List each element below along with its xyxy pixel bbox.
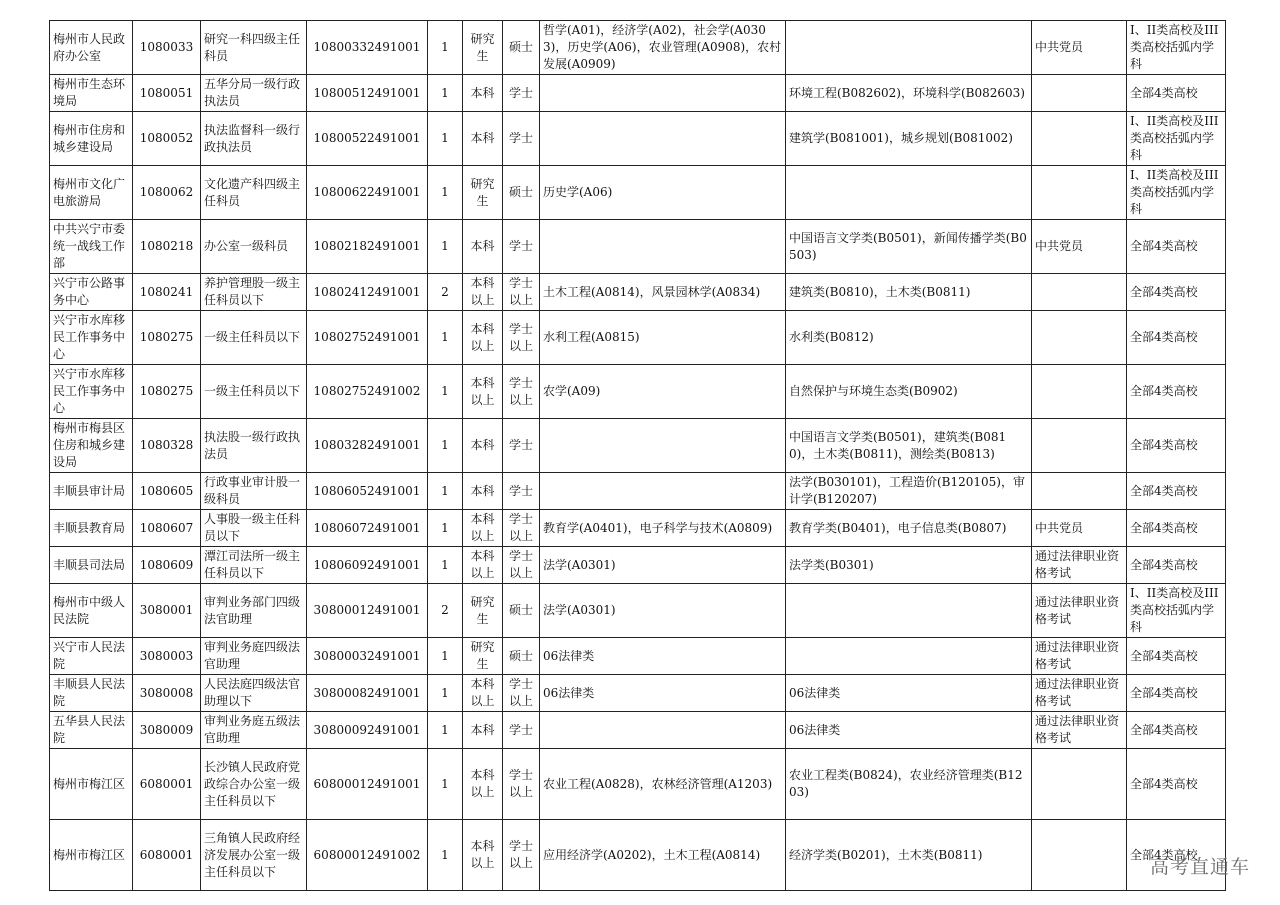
table-row — [50, 274, 1226, 311]
cell-major-graduate — [540, 220, 786, 274]
cell-position: 执法监督科一级行政执法员 — [201, 112, 307, 166]
cell-other-requirements: 中共党员 — [1032, 220, 1127, 274]
cell-position: 审判业务庭四级法官助理 — [201, 638, 307, 675]
cell-unit-code: 1080275 — [133, 311, 201, 365]
cell-position: 五华分局一级行政执法员 — [201, 75, 307, 112]
cell-degree: 学士以上 — [503, 365, 540, 419]
cell-major-undergraduate: 建筑学(B081001)，城乡规划(B081002) — [786, 112, 1032, 166]
cell-major-graduate: 农业工程(A0828)，农林经济管理(A1203) — [540, 749, 786, 820]
cell-school-scope: 全部4类高校 — [1127, 675, 1226, 712]
cell-degree: 硕士 — [503, 584, 540, 638]
cell-degree: 硕士 — [503, 21, 540, 75]
cell-unit-code: 1080218 — [133, 220, 201, 274]
cell-school-scope: I、II类高校及III类高校括弧内学科 — [1127, 21, 1226, 75]
cell-count: 1 — [428, 820, 463, 891]
cell-major-undergraduate: 法学(B030101)，工程造价(B120105)，审计学(B120207) — [786, 473, 1032, 510]
cell-degree: 学士 — [503, 75, 540, 112]
cell-position-code: 10800332491001 — [307, 21, 428, 75]
cell-degree: 学士以上 — [503, 274, 540, 311]
cell-count: 1 — [428, 220, 463, 274]
cell-school-scope: 全部4类高校 — [1127, 365, 1226, 419]
cell-unit-code: 1080607 — [133, 510, 201, 547]
cell-other-requirements: 通过法律职业资格考试 — [1032, 547, 1127, 584]
table-row — [50, 311, 1226, 365]
cell-position-code: 10802752491002 — [307, 365, 428, 419]
cell-major-undergraduate — [786, 584, 1032, 638]
cell-count: 1 — [428, 166, 463, 220]
cell-degree: 学士 — [503, 112, 540, 166]
cell-unit: 中共兴宁市委统一战线工作部 — [50, 220, 133, 274]
cell-degree: 学士以上 — [503, 547, 540, 584]
cell-other-requirements: 通过法律职业资格考试 — [1032, 584, 1127, 638]
cell-unit: 梅州市人民政府办公室 — [50, 21, 133, 75]
table-row — [50, 547, 1226, 584]
cell-position-code: 10800512491001 — [307, 75, 428, 112]
table-row — [50, 21, 1226, 75]
watermark-text: 高考直通车 — [1149, 856, 1250, 878]
cell-major-graduate: 教育学(A0401)，电子科学与技术(A0809) — [540, 510, 786, 547]
cell-unit: 梅州市中级人民法院 — [50, 584, 133, 638]
cell-unit: 兴宁市公路事务中心 — [50, 274, 133, 311]
cell-position-code: 10802752491001 — [307, 311, 428, 365]
cell-position-code: 10806072491001 — [307, 510, 428, 547]
cell-education: 本科以上 — [463, 547, 503, 584]
cell-unit-code: 6080001 — [133, 749, 201, 820]
cell-position: 审判业务部门四级法官助理 — [201, 584, 307, 638]
cell-position: 研究一科四级主任科员 — [201, 21, 307, 75]
cell-education: 研究生 — [463, 166, 503, 220]
cell-unit-code: 1080051 — [133, 75, 201, 112]
cell-position-code: 10806052491001 — [307, 473, 428, 510]
cell-position-code: 10802412491001 — [307, 274, 428, 311]
cell-count: 1 — [428, 311, 463, 365]
cell-position: 一级主任科员以下 — [201, 311, 307, 365]
cell-other-requirements: 通过法律职业资格考试 — [1032, 675, 1127, 712]
cell-unit-code: 1080033 — [133, 21, 201, 75]
cell-school-scope: 全部4类高校 — [1127, 712, 1226, 749]
cell-unit-code: 3080001 — [133, 584, 201, 638]
cell-count: 1 — [428, 365, 463, 419]
cell-position: 三角镇人民政府经济发展办公室一级主任科员以下 — [201, 820, 307, 891]
cell-position: 文化遗产科四级主任科员 — [201, 166, 307, 220]
cell-degree: 硕士 — [503, 166, 540, 220]
cell-position-code: 10800622491001 — [307, 166, 428, 220]
cell-unit-code: 1080241 — [133, 274, 201, 311]
cell-position-code: 30800012491001 — [307, 584, 428, 638]
cell-unit-code: 1080275 — [133, 365, 201, 419]
cell-major-graduate — [540, 75, 786, 112]
table-row — [50, 675, 1226, 712]
cell-position: 办公室一级科员 — [201, 220, 307, 274]
recruitment-table — [49, 20, 1226, 891]
cell-education: 研究生 — [463, 638, 503, 675]
cell-unit-code: 3080003 — [133, 638, 201, 675]
cell-position-code: 30800032491001 — [307, 638, 428, 675]
cell-school-scope: 全部4类高校 — [1127, 419, 1226, 473]
cell-major-undergraduate: 环境工程(B082602)，环境科学(B082603) — [786, 75, 1032, 112]
cell-major-graduate: 06法律类 — [540, 675, 786, 712]
cell-position-code: 10806092491001 — [307, 547, 428, 584]
cell-degree: 学士 — [503, 220, 540, 274]
cell-unit: 兴宁市人民法院 — [50, 638, 133, 675]
cell-unit: 丰顺县司法局 — [50, 547, 133, 584]
cell-other-requirements — [1032, 419, 1127, 473]
cell-count: 1 — [428, 112, 463, 166]
cell-unit: 梅州市梅江区 — [50, 749, 133, 820]
cell-unit: 梅州市住房和城乡建设局 — [50, 112, 133, 166]
cell-other-requirements: 中共党员 — [1032, 510, 1127, 547]
cell-position: 审判业务庭五级法官助理 — [201, 712, 307, 749]
cell-school-scope: 全部4类高校 — [1127, 547, 1226, 584]
cell-other-requirements — [1032, 749, 1127, 820]
cell-education: 本科 — [463, 419, 503, 473]
cell-other-requirements — [1032, 473, 1127, 510]
cell-degree: 学士以上 — [503, 675, 540, 712]
cell-major-graduate: 哲学(A01)，经济学(A02)，社会学(A0303)，历史学(A06)，农业管理(A0908)，农村发展(A0909) — [540, 21, 786, 75]
table-row — [50, 75, 1226, 112]
cell-position-code: 60800012491002 — [307, 820, 428, 891]
table-row — [50, 584, 1226, 638]
table-body — [50, 21, 1226, 891]
cell-major-undergraduate: 法学类(B0301) — [786, 547, 1032, 584]
cell-count: 2 — [428, 274, 463, 311]
table-row — [50, 473, 1226, 510]
cell-unit: 五华县人民法院 — [50, 712, 133, 749]
cell-unit-code: 6080001 — [133, 820, 201, 891]
cell-major-graduate: 农学(A09) — [540, 365, 786, 419]
table-row — [50, 220, 1226, 274]
cell-education: 本科以上 — [463, 820, 503, 891]
cell-major-undergraduate: 教育学类(B0401)，电子信息类(B0807) — [786, 510, 1032, 547]
cell-education: 本科 — [463, 75, 503, 112]
cell-position: 行政事业审计股一级科员 — [201, 473, 307, 510]
cell-position-code: 30800092491001 — [307, 712, 428, 749]
table-row — [50, 166, 1226, 220]
cell-education: 本科 — [463, 473, 503, 510]
cell-count: 1 — [428, 510, 463, 547]
cell-major-graduate: 法学(A0301) — [540, 584, 786, 638]
cell-position-code: 60800012491001 — [307, 749, 428, 820]
cell-major-undergraduate: 建筑类(B0810)，土木类(B0811) — [786, 274, 1032, 311]
cell-unit-code: 1080052 — [133, 112, 201, 166]
cell-major-graduate — [540, 473, 786, 510]
cell-degree: 学士以上 — [503, 311, 540, 365]
cell-unit-code: 3080009 — [133, 712, 201, 749]
cell-position-code: 10802182491001 — [307, 220, 428, 274]
cell-count: 1 — [428, 712, 463, 749]
table-row — [50, 510, 1226, 547]
cell-count: 1 — [428, 473, 463, 510]
cell-education: 本科 — [463, 112, 503, 166]
cell-education: 本科 — [463, 712, 503, 749]
cell-degree: 学士 — [503, 419, 540, 473]
cell-other-requirements: 通过法律职业资格考试 — [1032, 638, 1127, 675]
cell-major-undergraduate: 农业工程类(B0824)，农业经济管理类(B1203) — [786, 749, 1032, 820]
cell-position: 养护管理股一级主任科员以下 — [201, 274, 307, 311]
cell-count: 1 — [428, 419, 463, 473]
cell-other-requirements — [1032, 274, 1127, 311]
cell-position-code: 10800522491001 — [307, 112, 428, 166]
cell-other-requirements: 通过法律职业资格考试 — [1032, 712, 1127, 749]
cell-unit-code: 3080008 — [133, 675, 201, 712]
cell-school-scope: 全部4类高校 — [1127, 274, 1226, 311]
cell-count: 1 — [428, 21, 463, 75]
cell-education: 研究生 — [463, 21, 503, 75]
cell-school-scope: 全部4类高校 — [1127, 220, 1226, 274]
cell-education: 本科 — [463, 220, 503, 274]
cell-major-graduate: 06法律类 — [540, 638, 786, 675]
cell-degree: 学士以上 — [503, 749, 540, 820]
cell-school-scope: I、II类高校及III类高校括弧内学科 — [1127, 112, 1226, 166]
cell-degree: 学士以上 — [503, 510, 540, 547]
cell-unit: 丰顺县教育局 — [50, 510, 133, 547]
cell-count: 1 — [428, 749, 463, 820]
cell-major-undergraduate: 06法律类 — [786, 712, 1032, 749]
cell-school-scope: I、II类高校及III类高校括弧内学科 — [1127, 166, 1226, 220]
cell-unit-code: 1080609 — [133, 547, 201, 584]
cell-major-graduate: 历史学(A06) — [540, 166, 786, 220]
cell-other-requirements: 中共党员 — [1032, 21, 1127, 75]
cell-unit: 丰顺县人民法院 — [50, 675, 133, 712]
cell-other-requirements — [1032, 166, 1127, 220]
cell-unit: 梅州市生态环境局 — [50, 75, 133, 112]
cell-count: 2 — [428, 584, 463, 638]
table-row — [50, 749, 1226, 820]
cell-school-scope: 全部4类高校 — [1127, 75, 1226, 112]
cell-position: 一级主任科员以下 — [201, 365, 307, 419]
cell-position: 长沙镇人民政府党政综合办公室一级主任科员以下 — [201, 749, 307, 820]
cell-other-requirements — [1032, 75, 1127, 112]
cell-school-scope: 全部4类高校 — [1127, 820, 1226, 891]
table-row — [50, 112, 1226, 166]
cell-unit-code: 1080328 — [133, 419, 201, 473]
cell-major-graduate: 水利工程(A0815) — [540, 311, 786, 365]
cell-education: 本科以上 — [463, 365, 503, 419]
cell-education: 本科以上 — [463, 749, 503, 820]
cell-school-scope: 全部4类高校 — [1127, 473, 1226, 510]
cell-major-undergraduate — [786, 638, 1032, 675]
cell-major-graduate: 法学(A0301) — [540, 547, 786, 584]
cell-unit-code: 1080605 — [133, 473, 201, 510]
cell-school-scope: I、II类高校及III类高校括弧内学科 — [1127, 584, 1226, 638]
cell-school-scope: 全部4类高校 — [1127, 510, 1226, 547]
cell-major-undergraduate — [786, 166, 1032, 220]
table-row — [50, 419, 1226, 473]
cell-count: 1 — [428, 675, 463, 712]
cell-unit: 丰顺县审计局 — [50, 473, 133, 510]
cell-unit: 梅州市文化广电旅游局 — [50, 166, 133, 220]
cell-other-requirements — [1032, 112, 1127, 166]
cell-unit: 梅州市梅县区住房和城乡建设局 — [50, 419, 133, 473]
cell-education: 本科以上 — [463, 675, 503, 712]
cell-degree: 学士以上 — [503, 820, 540, 891]
cell-position: 潭江司法所一级主任科员以下 — [201, 547, 307, 584]
table-row — [50, 712, 1226, 749]
cell-degree: 学士 — [503, 473, 540, 510]
cell-position: 执法股一级行政执法员 — [201, 419, 307, 473]
cell-school-scope: 全部4类高校 — [1127, 638, 1226, 675]
cell-position-code: 10803282491001 — [307, 419, 428, 473]
cell-major-undergraduate: 水利类(B0812) — [786, 311, 1032, 365]
cell-major-undergraduate: 中国语言文学类(B0501)，新闻传播学类(B0503) — [786, 220, 1032, 274]
cell-unit: 兴宁市水库移民工作事务中心 — [50, 311, 133, 365]
cell-position-code: 30800082491001 — [307, 675, 428, 712]
cell-other-requirements — [1032, 820, 1127, 891]
cell-unit: 兴宁市水库移民工作事务中心 — [50, 365, 133, 419]
cell-education: 本科以上 — [463, 274, 503, 311]
cell-major-graduate: 土木工程(A0814)，风景园林学(A0834) — [540, 274, 786, 311]
cell-education: 本科以上 — [463, 311, 503, 365]
cell-count: 1 — [428, 547, 463, 584]
cell-major-undergraduate: 06法律类 — [786, 675, 1032, 712]
cell-major-undergraduate: 自然保护与环境生态类(B0902) — [786, 365, 1032, 419]
cell-other-requirements — [1032, 311, 1127, 365]
cell-major-graduate — [540, 419, 786, 473]
cell-degree: 学士 — [503, 712, 540, 749]
cell-major-undergraduate — [786, 21, 1032, 75]
cell-count: 1 — [428, 638, 463, 675]
cell-school-scope: 全部4类高校 — [1127, 749, 1226, 820]
cell-major-graduate — [540, 112, 786, 166]
cell-major-undergraduate: 经济学类(B0201)，土木类(B0811) — [786, 820, 1032, 891]
cell-unit-code: 1080062 — [133, 166, 201, 220]
cell-education: 本科以上 — [463, 510, 503, 547]
cell-school-scope: 全部4类高校 — [1127, 311, 1226, 365]
table-row — [50, 365, 1226, 419]
table-row — [50, 820, 1226, 891]
cell-major-graduate — [540, 712, 786, 749]
table-row — [50, 638, 1226, 675]
cell-position: 人民法庭四级法官助理以下 — [201, 675, 307, 712]
cell-major-undergraduate: 中国语言文学类(B0501)，建筑类(B0810)，土木类(B0811)，测绘类(B0813) — [786, 419, 1032, 473]
cell-position: 人事股一级主任科员以下 — [201, 510, 307, 547]
cell-education: 研究生 — [463, 584, 503, 638]
cell-degree: 硕士 — [503, 638, 540, 675]
cell-count: 1 — [428, 75, 463, 112]
cell-unit: 梅州市梅江区 — [50, 820, 133, 891]
cell-other-requirements — [1032, 365, 1127, 419]
cell-major-graduate: 应用经济学(A0202)，土木工程(A0814) — [540, 820, 786, 891]
